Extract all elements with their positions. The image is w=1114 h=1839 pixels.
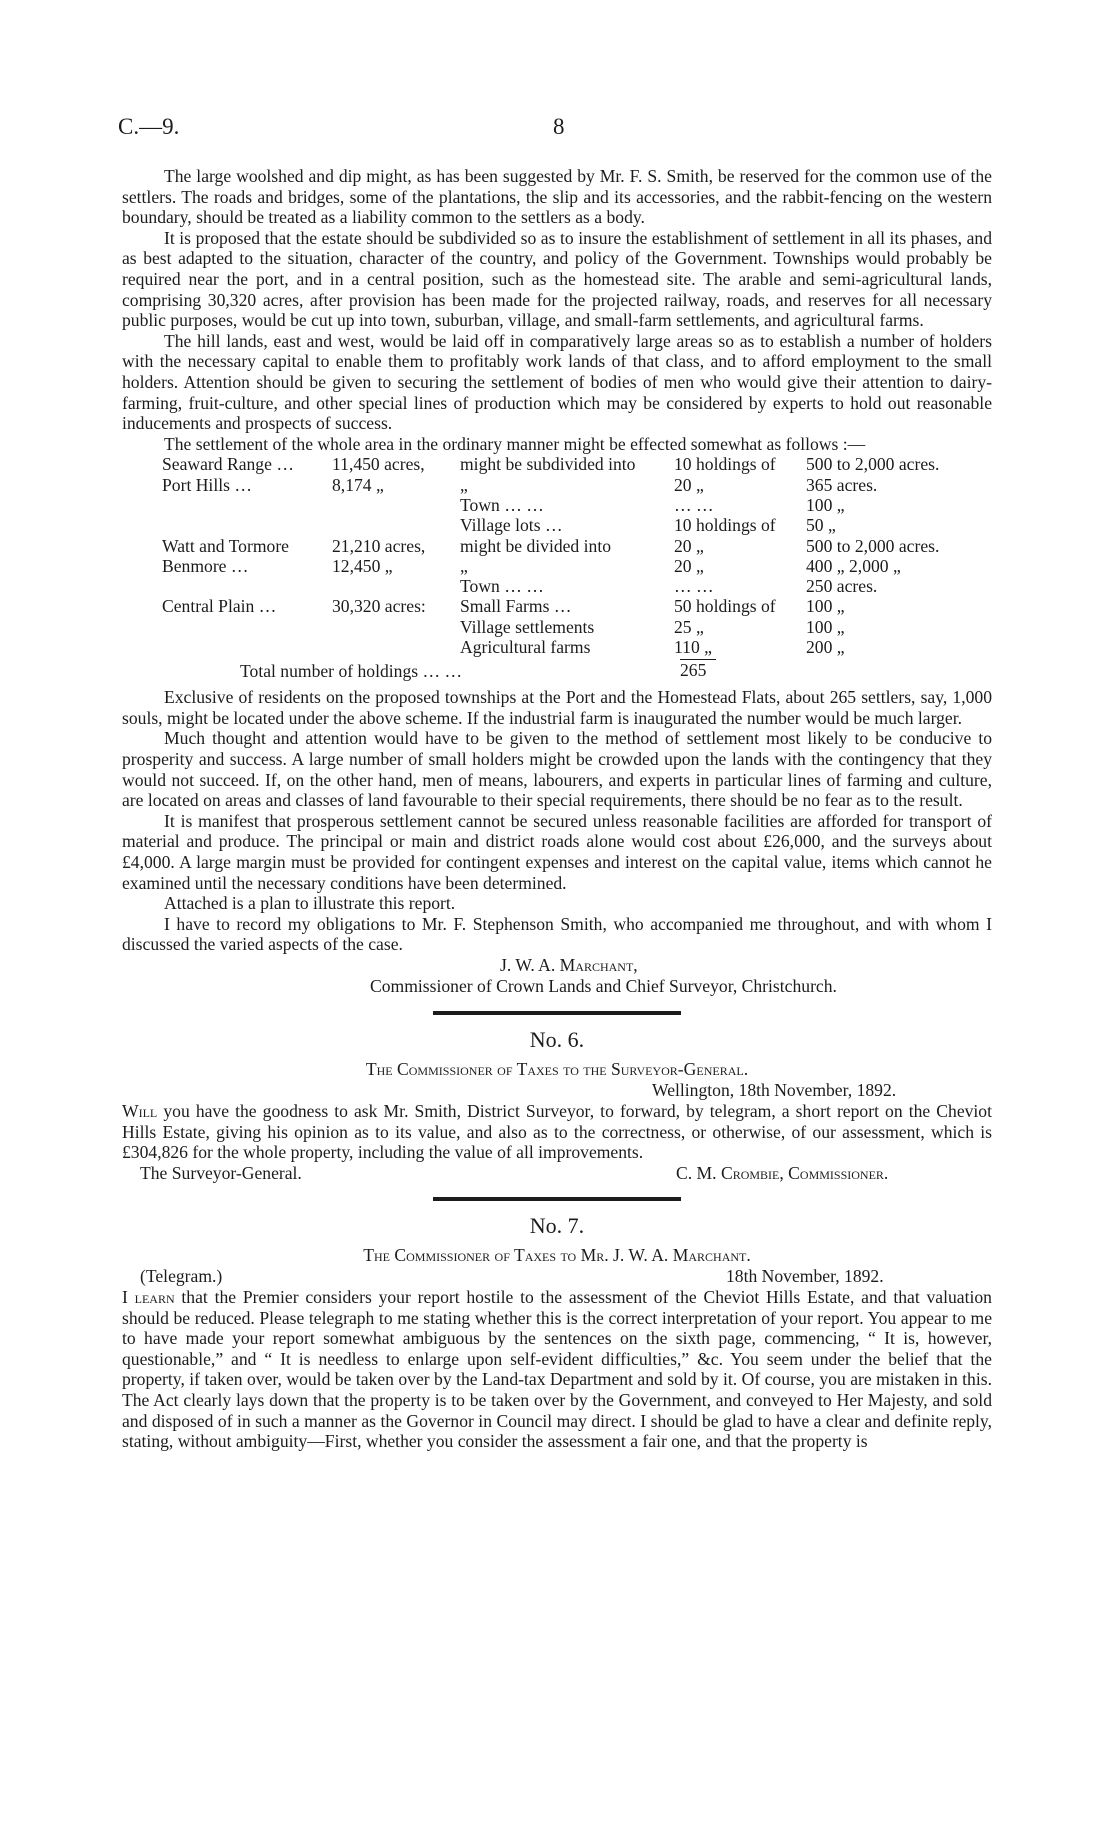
settlement-cell: … …	[674, 576, 714, 597]
settlement-cell	[162, 617, 332, 637]
document-reference: C.—9.	[118, 114, 180, 139]
settlement-cell: 110 „	[674, 636, 712, 657]
settlement-row	[162, 556, 986, 576]
section-divider	[433, 1011, 681, 1015]
no7-letter-body: I learn that the Premier considers your report hostile to the assessment of the Cheviot Hills Estate, and that valuation should be reduced. Please telegraph to me stating whether this is the correct interpretation of your report. You appear to me to have made your report somewhat ambiguous by the sentences on the sixth page, commencing, “ It is, however, questionable,” and “ It is needless to enlarge upon self-evident difficulties,” &c. You seem under the belief that the property, if taken over, would be taken over by the Land-tax Department and sold by it. Of course, you are mistaken in this. The Act clearly lays down that the property is to be taken over by the Government, and conveyed to Her Majesty, and sold and disposed of in such a manner as the Governor in Council may direct. I should be glad to have a clear and definite reply, stating, without ambiguity—First, whether you consider the assessment a fair one, and that the property is	[122, 1286, 992, 1452]
settlement-cell: 500 to 2,000 acres.	[806, 535, 940, 556]
total-row	[240, 661, 992, 683]
settlement-cell: 21,210 acres,	[332, 535, 426, 556]
settlement-row	[162, 475, 986, 495]
settlement-cell: Benmore …	[162, 555, 249, 576]
no7-addressee: The Commissioner of Taxes to Mr. J. W. A. Marchant.	[363, 1245, 751, 1266]
total-label: Total number of holdings … …	[240, 661, 463, 682]
page-number: 8	[553, 114, 565, 139]
no6-addressee: The Commissioner of Taxes to the Surveyor-General.	[365, 1059, 749, 1079]
settlement-cell: „	[460, 555, 468, 576]
settlement-cell: … …	[674, 494, 714, 515]
settlement-cell: Watt and Tormore	[162, 535, 289, 556]
settlement-cell	[332, 515, 460, 535]
no6-letter-body: Will you have the goodness to ask Mr. Smith, District Surveyor, to forward, by telegram, a short report on the Cheviot Hills Estate, giving his opinion as to its value, and also as to the correctness, or otherwise, of our assessment, which is £304,826 for the whole property, including the value of all improvements.	[122, 1101, 992, 1163]
settlement-cell: 12,450 „	[332, 555, 393, 576]
no6-from: C. M. Crombie, Commissioner.	[676, 1162, 889, 1183]
settlement-cell: 8,174 „	[332, 474, 384, 495]
settlement-cell: „	[460, 474, 468, 495]
settlement-table	[162, 454, 986, 657]
settlement-cell: 100 „	[806, 494, 845, 515]
report-body	[122, 166, 992, 1452]
settlement-cell: 30,320 acres:	[332, 596, 426, 617]
settlement-cell	[332, 576, 460, 596]
settlement-cell: Small Farms …	[460, 596, 572, 617]
settlement-cell	[162, 637, 332, 657]
settlement-cell: 200 „	[806, 636, 845, 657]
no7-date: 18th November, 1892.	[726, 1266, 884, 1287]
settlement-cell	[332, 495, 460, 515]
no7-telegram-label: (Telegram.)	[140, 1266, 223, 1287]
settlement-cell: Town … …	[460, 494, 544, 515]
settlement-row	[162, 617, 986, 637]
settlement-cell: 50 „	[806, 515, 836, 536]
signature-name: J. W. A. Marchant,	[500, 955, 638, 975]
settlement-row	[162, 576, 986, 596]
no7-dateline	[122, 1266, 992, 1287]
settlement-row	[162, 454, 986, 474]
settlement-cell: 20 „	[674, 474, 704, 495]
paragraph-plan: Attached is a plan to illustrate this report.	[164, 893, 456, 914]
settlement-cell: Village lots …	[460, 515, 563, 536]
settlement-cell	[332, 617, 460, 637]
section-divider	[433, 1197, 681, 1201]
settlement-row	[162, 637, 986, 657]
paragraph-transport: It is manifest that prosperous settlement cannot be secured unless reasonable facilities are afforded for transport of material and produce. The principal or main and district roads alone would cost about £26,000, and the surveys about £4,000. A large margin must be provided for contingent expenses and interest on the capital value, items which cannot he examined until the necessary conditions have been determined.	[122, 810, 992, 893]
settlement-cell: 20 „	[674, 535, 704, 556]
settlement-cell: 365 acres.	[806, 474, 878, 495]
settlement-cell: Village settlements	[460, 616, 595, 637]
paragraph-hill-lands: The hill lands, east and west, would be laid off in comparatively large areas so as to establish a number of holders with the necessary capital to enable them to profitably work lands of that class, and to afford employment to the small holders. Attention should be given to securing the settlement of bodies of men who would give their attention to dairy-farming, fruit-culture, and other special lines of production which may be considered by experts to hold out reasonable inducements and prospects of success.	[122, 330, 992, 434]
settlement-cell: Port Hills …	[162, 474, 252, 495]
settlement-cell: 400 „ 2,000 „	[806, 555, 901, 576]
paragraph-settlement-intro: The settlement of the whole area in the ordinary manner might be effected somewhat as follows :—	[164, 433, 866, 454]
settlement-cell: 500 to 2,000 acres.	[806, 454, 940, 475]
settlement-cell: 10 holdings of	[674, 454, 776, 475]
settlement-cell	[162, 515, 332, 535]
paragraph-woolshed: The large woolshed and dip might, as has been suggested by Mr. F. S. Smith, be reserved for the common use of the settlers. The roads and bridges, some of the plantations, the slip and its accessories, and the rabbit-fencing on the western boundary, should be treated as a liability common to the settlers as a body.	[122, 166, 992, 228]
settlement-row	[162, 596, 986, 616]
settlement-cell: Town … …	[460, 576, 544, 597]
settlement-cell: 11,450 acres,	[332, 454, 425, 475]
settlement-cell: 25 „	[674, 616, 704, 637]
paragraph-method: Much thought and attention would have to be given to the method of settlement most likely to be conducive to prosperity and success. A large number of small holders might be crowded upon the lands with the contingency that they would not succeed. If, on the other hand, men of means, labourers, and experts in particular lines of farming and culture, are located on areas and classes of land favourable to their special requirements, there should be no fear as to the result.	[122, 728, 992, 811]
paragraph-subdivision: It is proposed that the estate should be subdivided so as to insure the establishment of settlement in all its phases, and as best adapted to the situation, character of the country, and policy of the Government. Townships would probably be required near the port, and in a central position, such as the homestead site. The arable and semi-agricultural lands, comprising 30,320 acres, after provision has been made for the projected railway, roads, and reserves for all necessary public purposes, would be cut up into town, suburban, village, and small-farm settlements, and agricultural farms.	[122, 227, 992, 331]
no6-date: Wellington, 18th November, 1892.	[652, 1080, 897, 1100]
section-heading-no7: No. 7.	[529, 1213, 585, 1239]
settlement-cell: Central Plain …	[162, 596, 277, 617]
settlement-cell: 100 „	[806, 596, 845, 617]
settlement-row	[162, 515, 986, 535]
no6-closing	[122, 1163, 992, 1184]
settlement-cell: Agricultural farms	[460, 636, 591, 657]
settlement-cell	[332, 637, 460, 657]
settlement-cell	[162, 495, 332, 515]
settlement-cell: 250 acres.	[806, 576, 878, 597]
settlement-row	[162, 495, 986, 515]
no6-to: The Surveyor-General.	[140, 1162, 302, 1183]
signature-title: Commissioner of Crown Lands and Chief Surveyor, Christchurch.	[370, 976, 837, 996]
settlement-cell	[162, 576, 332, 596]
settlement-cell: 100 „	[806, 616, 845, 637]
settlement-cell: Seaward Range …	[162, 454, 294, 475]
settlement-cell: 10 holdings of	[674, 515, 776, 536]
total-value: 265	[680, 660, 707, 681]
paragraph-obligations: I have to record my obligations to Mr. F. Stephenson Smith, who accompanied me throughout, and with whom I discussed the varied aspects of the case.	[122, 913, 992, 955]
settlement-row	[162, 536, 986, 556]
paragraph-residents: Exclusive of residents on the proposed townships at the Port and the Homestead Flats, about 265 settlers, say, 1,000 souls, might be located under the above scheme. If the industrial farm is inaugurated the number would be much larger.	[122, 687, 992, 728]
settlement-cell: 50 holdings of	[674, 596, 776, 617]
settlement-cell: might be subdivided into	[460, 454, 636, 475]
settlement-cell: might be divided into	[460, 535, 611, 556]
settlement-cell: 20 „	[674, 555, 704, 576]
section-heading-no6: No. 6.	[529, 1027, 585, 1052]
